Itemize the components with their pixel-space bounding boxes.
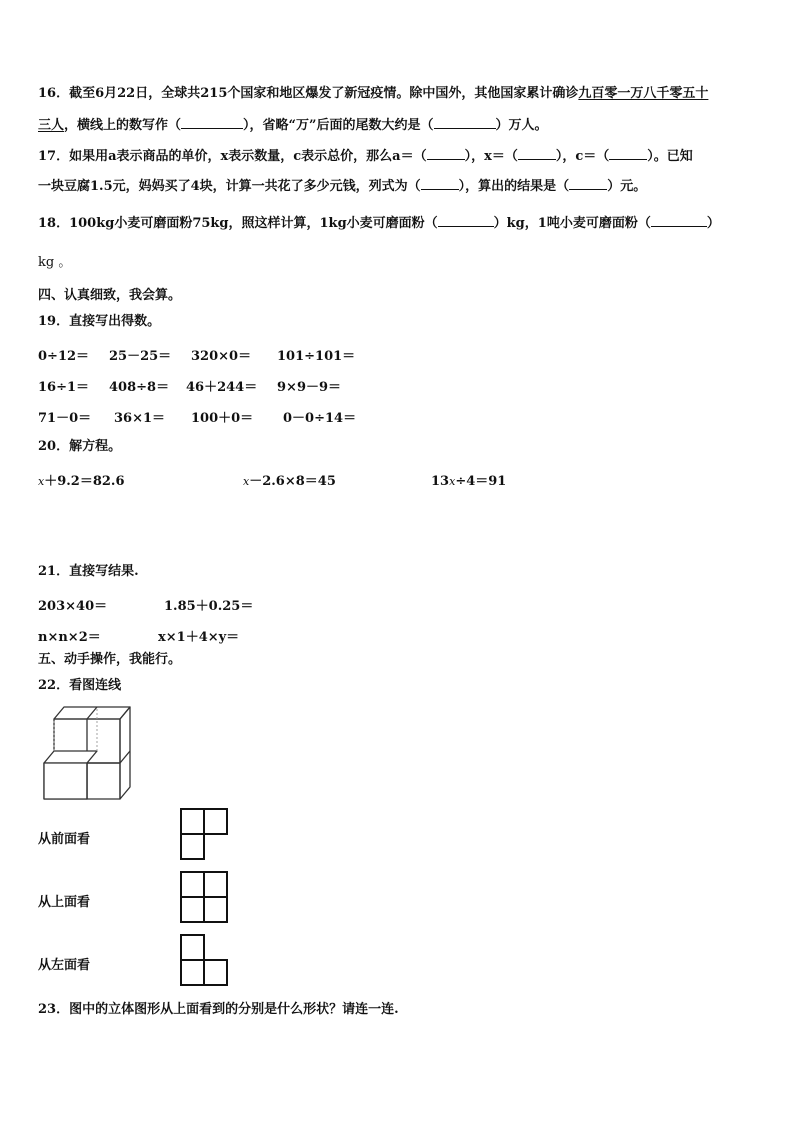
view-diagram-2[interactable] bbox=[180, 871, 230, 925]
q17-line1 bbox=[38, 147, 693, 165]
view-label-front: 从前面看 bbox=[38, 832, 91, 847]
q16-underlined-number-end: 三人 bbox=[38, 118, 65, 133]
q20-eq2-variable: x bbox=[243, 475, 250, 488]
q17-line2-c: ）元。 bbox=[607, 179, 647, 194]
q21-r1-c2: 1.85＋0.25＝ bbox=[164, 599, 254, 614]
q17-line1-a: 如果用a表示商品的单价，x表示数量，c表示总价，那么a＝（ bbox=[69, 149, 427, 164]
q20-equation-2 bbox=[243, 470, 336, 489]
q23-title: 23．图中的立体图形从上面看到的分别是什么形状？请连一连. bbox=[38, 1002, 399, 1017]
q16-line1 bbox=[38, 86, 708, 102]
view-label-left: 从左面看 bbox=[38, 958, 91, 973]
q16-text-a: 截至6月22日，全球共215个国家和地区爆发了新冠疫情。除中国外，其他国家累计确诊 bbox=[69, 86, 579, 101]
q16-answer-blank-1[interactable] bbox=[181, 116, 243, 129]
q17-line2-a: 一块豆腐1.5元，妈妈买了4块，计算一共花了多少元钱，列式为（ bbox=[38, 179, 421, 194]
q18-answer-blank-1[interactable] bbox=[438, 214, 494, 227]
q17-line1-c: ），c＝（ bbox=[555, 149, 610, 164]
q18-text-b: ）kg，1吨小麦可磨面粉（ bbox=[493, 216, 651, 231]
q19-r3-c3: 100＋0＝ bbox=[191, 411, 254, 426]
q22-title: 22．看图连线 bbox=[38, 678, 122, 693]
q21-r1-c1: 203×40＝ bbox=[38, 599, 108, 614]
q19-r2-c1: 16÷1＝ bbox=[38, 380, 90, 395]
q17-answer-blank-x[interactable] bbox=[518, 147, 556, 160]
view-label-top: 从上面看 bbox=[38, 895, 91, 910]
q20-eq3-text: ÷4＝91 bbox=[455, 474, 507, 489]
q20-eq3-variable: x bbox=[449, 475, 456, 488]
q17-answer-blank-c[interactable] bbox=[609, 147, 647, 160]
q19-r2-c3: 46＋244＝ bbox=[186, 380, 258, 395]
q19-r3-c4: 0－0÷14＝ bbox=[283, 411, 357, 426]
q18-text-a: 100kg小麦可磨面粉75kg，照这样计算，1kg小麦可磨面粉（ bbox=[69, 216, 438, 231]
q16-text-c: ），省略“万”后面的尾数大约是（ bbox=[243, 118, 434, 133]
q20-eq2-text: －2.6×8＝45 bbox=[249, 474, 336, 489]
q20-eq3-coef: 13 bbox=[431, 474, 450, 489]
q21-title: 21．直接写结果. bbox=[38, 564, 139, 579]
q16-underlined-number: 九百零一万八千零五十 bbox=[578, 86, 709, 101]
q17-number: 17． bbox=[38, 149, 70, 164]
q18-text-c: ） bbox=[706, 216, 720, 231]
q19-r2-c4: 9×9－9＝ bbox=[277, 380, 342, 395]
q20-title: 20．解方程。 bbox=[38, 439, 122, 454]
q18-line1 bbox=[38, 214, 720, 232]
section-5-heading: 五、动手操作，我能行。 bbox=[38, 652, 182, 667]
q19-r1-c3: 320×0＝ bbox=[191, 349, 252, 364]
q20-eq1-text: ＋9.2＝82.6 bbox=[44, 474, 125, 489]
q19-r3-c1: 71－0＝ bbox=[38, 411, 92, 426]
q19-title: 19．直接写出得数。 bbox=[38, 314, 161, 329]
q21-r2-c2: x×1＋4×y＝ bbox=[158, 630, 240, 645]
q17-answer-blank-formula[interactable] bbox=[421, 177, 459, 190]
q19-r1-c1: 0÷12＝ bbox=[38, 349, 90, 364]
q16-answer-blank-2[interactable] bbox=[434, 116, 496, 129]
q18-answer-blank-2[interactable] bbox=[651, 214, 707, 227]
q19-r1-c4: 101÷101＝ bbox=[277, 349, 356, 364]
q17-line2-b: ），算出的结果是（ bbox=[458, 179, 570, 194]
cube-solid-figure bbox=[38, 703, 138, 803]
q20-eq1-variable: x bbox=[38, 475, 45, 488]
q19-r1-c2: 25－25＝ bbox=[109, 349, 172, 364]
q17-line1-b: ），x＝（ bbox=[464, 149, 518, 164]
view-diagram-1[interactable] bbox=[180, 808, 230, 862]
q16-number: 16． bbox=[38, 86, 70, 101]
q17-answer-blank-a[interactable] bbox=[427, 147, 465, 160]
view-diagram-3[interactable] bbox=[180, 934, 230, 988]
q16-line2 bbox=[38, 116, 548, 134]
q20-equation-3 bbox=[431, 470, 506, 489]
q17-line2 bbox=[38, 177, 646, 195]
q18-number: 18． bbox=[38, 216, 70, 231]
q16-text-d: ）万人。 bbox=[495, 118, 548, 133]
q18-unit: kg 。 bbox=[38, 255, 72, 270]
q19-r2-c2: 408÷8＝ bbox=[109, 380, 170, 395]
section-4-heading: 四、认真细致，我会算。 bbox=[38, 288, 182, 303]
q21-r2-c1: n×n×2＝ bbox=[38, 630, 101, 645]
q20-equation-1 bbox=[38, 470, 125, 489]
q19-r3-c2: 36×1＝ bbox=[114, 411, 166, 426]
q17-answer-blank-result[interactable] bbox=[569, 177, 607, 190]
q16-text-b: ，横线上的数写作（ bbox=[64, 118, 182, 133]
q17-line1-d: ）。已知 bbox=[647, 149, 693, 164]
